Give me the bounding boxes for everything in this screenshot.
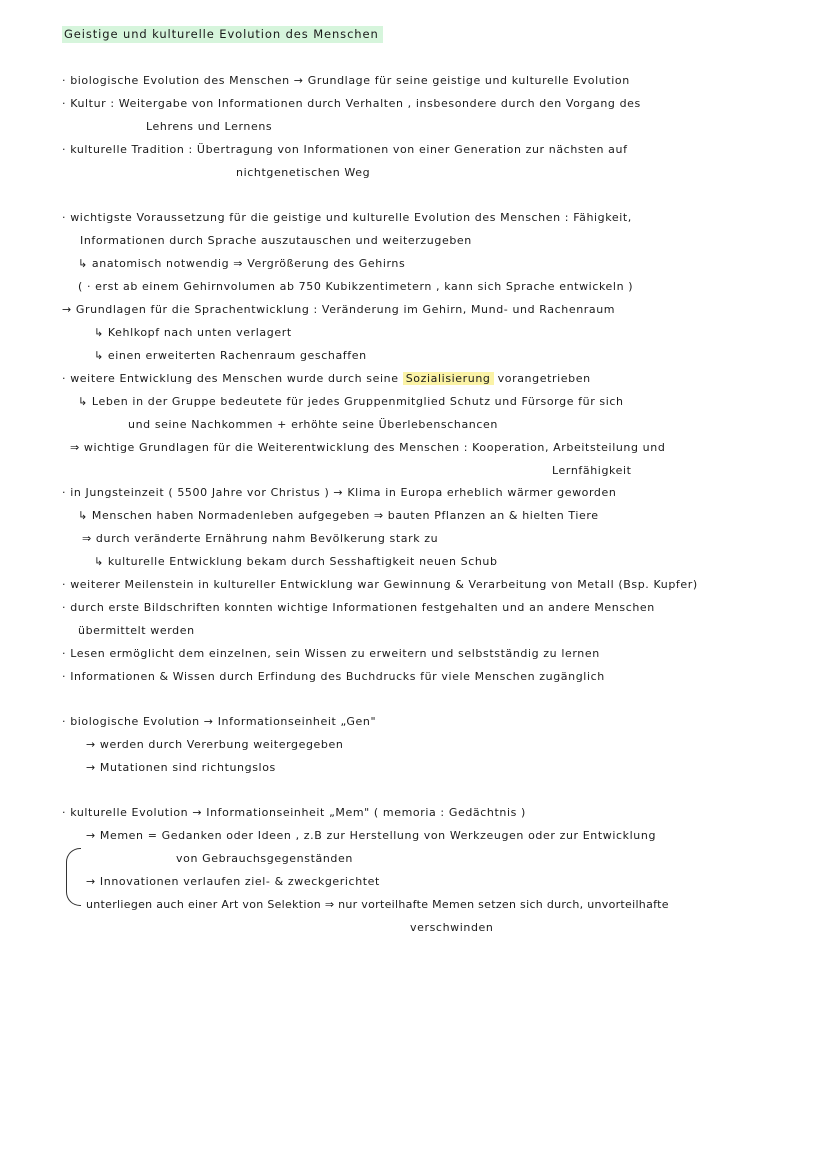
- note-line: · Lesen ermöglicht dem einzelnen, sein Wissen zu erweitern und selbstständig zu lernen: [62, 647, 600, 660]
- note-line: und seine Nachkommen + erhöhte seine Überlebenschancen: [128, 418, 498, 431]
- note-line: ↳ einen erweiterten Rachenraum geschaffen: [94, 349, 367, 362]
- note-line: → Grundlagen für die Sprachentwicklung : Veränderung im Gehirn, Mund- und Rachenraum: [62, 303, 616, 316]
- note-line: unterliegen auch einer Art von Selektion ⇒ nur vorteilhafte Memen setzen sich durch, unvorteilhafte: [86, 898, 669, 911]
- bracket-mark: [66, 848, 81, 906]
- note-line: · Kultur : Weitergabe von Informationen durch Verhalten , insbesondere durch den Vorgang des: [62, 97, 641, 110]
- note-line: → Memen = Gedanken oder Ideen , z.B zur Herstellung von Werkzeugen oder zur Entwicklung: [86, 829, 657, 842]
- note-line: ↳ Menschen haben Normadenleben aufgegeben ⇒ bauten Pflanzen an & hielten Tiere: [78, 509, 599, 522]
- note-line: → Mutationen sind richtungslos: [86, 761, 276, 774]
- note-line: ↳ Kehlkopf nach unten verlagert: [94, 326, 292, 339]
- note-line: · kulturelle Tradition : Übertragung von Informationen von einer Generation zur nächsten auf: [62, 143, 628, 156]
- note-line: ↳ kulturelle Entwicklung bekam durch Sesshaftigkeit neuen Schub: [94, 555, 498, 568]
- note-line: · biologische Evolution → Informationseinheit „Gen": [62, 715, 377, 728]
- note-text: · weitere Entwicklung des Menschen wurde durch seine: [62, 372, 399, 385]
- note-line: Informationen durch Sprache auszutauschen und weiterzugeben: [80, 234, 472, 247]
- note-line: Lernfähigkeit: [552, 464, 632, 477]
- note-line: ⇒ durch veränderte Ernährung nahm Bevölkerung stark zu: [82, 532, 439, 545]
- note-line: Lehrens und Lernens: [146, 120, 273, 133]
- note-line: von Gebrauchsgegenständen: [176, 852, 353, 865]
- note-line: verschwinden: [410, 921, 494, 934]
- note-line: ⇒ wichtige Grundlagen für die Weiterentwicklung des Menschen : Kooperation, Arbeitsteilung und: [70, 441, 666, 454]
- note-line: → werden durch Vererbung weitergegeben: [86, 738, 344, 751]
- highlighted-term: Sozialisierung: [403, 372, 494, 385]
- note-line: ( · erst ab einem Gehirnvolumen ab 750 Kubikzentimetern , kann sich Sprache entwickeln ): [78, 280, 634, 293]
- note-line: · in Jungsteinzeit ( 5500 Jahre vor Christus ) → Klima in Europa erheblich wärmer geworden: [62, 486, 617, 499]
- note-line: übermittelt werden: [78, 624, 195, 637]
- note-line: [62, 372, 591, 385]
- page-title: Geistige und kulturelle Evolution des Menschen: [62, 27, 383, 41]
- note-line: · kulturelle Evolution → Informationseinheit „Mem" ( memoria : Gedächtnis ): [62, 806, 526, 819]
- note-line: ↳ Leben in der Gruppe bedeutete für jedes Gruppenmitglied Schutz und Fürsorge für sich: [78, 395, 624, 408]
- note-line: nichtgenetischen Weg: [236, 166, 371, 179]
- note-line: · durch erste Bildschriften konnten wichtige Informationen festgehalten und an andere Menschen: [62, 601, 655, 614]
- note-line: · weiterer Meilenstein in kultureller Entwicklung war Gewinnung & Verarbeitung von Metall (Bsp. Kupfer): [62, 578, 698, 591]
- note-line: · biologische Evolution des Menschen → Grundlage für seine geistige und kulturelle Evolution: [62, 74, 630, 87]
- note-line: · wichtigste Voraussetzung für die geistige und kulturelle Evolution des Menschen : Fähigkeit,: [62, 211, 632, 224]
- note-line: · Informationen & Wissen durch Erfindung des Buchdrucks für viele Menschen zugänglich: [62, 670, 605, 683]
- note-text: vorangetrieben: [497, 372, 591, 385]
- note-line: ↳ anatomisch notwendig ⇒ Vergrößerung des Gehirns: [78, 257, 406, 270]
- note-line: → Innovationen verlaufen ziel- & zweckgerichtet: [86, 875, 380, 888]
